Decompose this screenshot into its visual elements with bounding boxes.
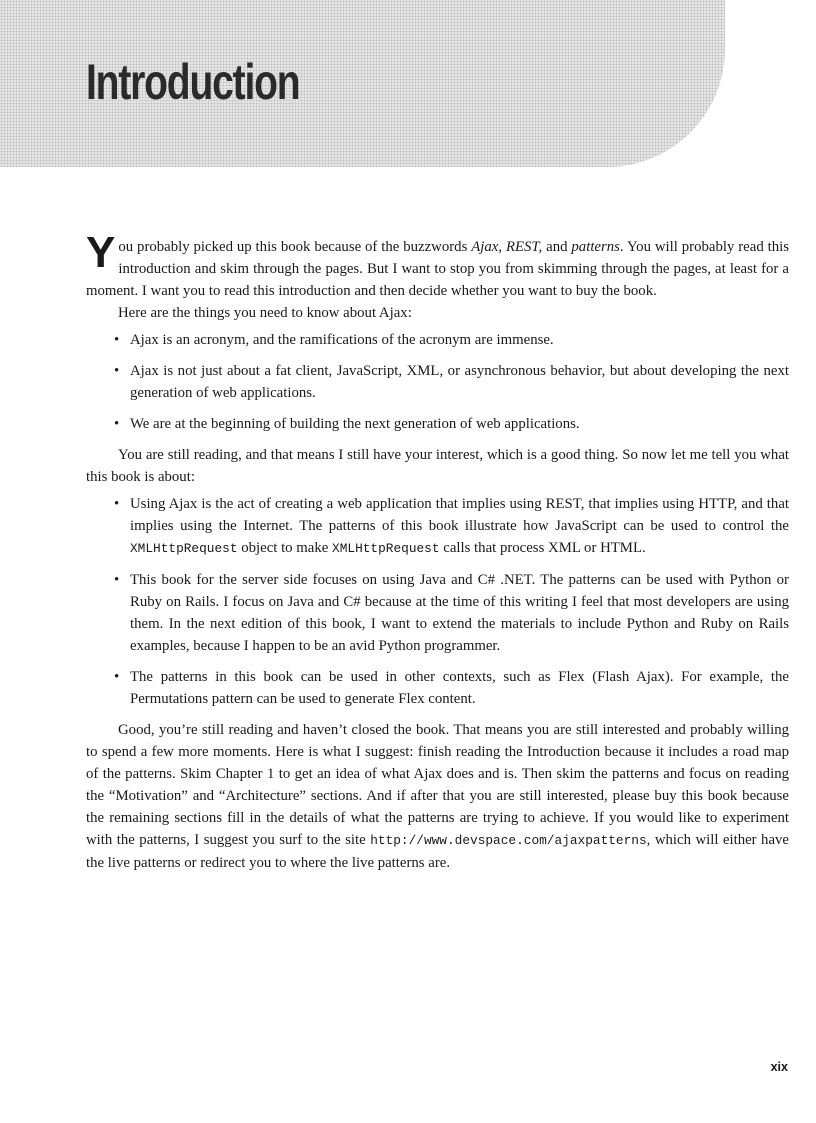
list-item	[86, 493, 789, 560]
site-url: http://www.devspace.com/ajaxpatterns	[370, 833, 647, 848]
emphasis-ajax: Ajax	[471, 239, 499, 255]
list-item-text: The patterns in this book can be used in other contexts, such as Flex (Flash Ajax). For example, the Permutations pattern can be used to generate Flex content.	[130, 669, 789, 707]
list-item-text: Ajax is an acronym, and the ramifications of the acronym are immense.	[130, 332, 554, 348]
paragraph-things-to-know: Here are the things you need to know about Ajax:	[118, 305, 412, 321]
code-xmlhttprequest: XMLHttpRequest	[332, 541, 440, 556]
text-run: , which will either have the live patterns or redirect you to where the live patterns are.	[86, 832, 789, 871]
text-run: ,	[498, 239, 506, 255]
text-run: . You will probably read this introduction and skim through the pages. But I want to stop you from skimming through the pages, at least for a moment. I want you to read this introduction and then decide whether you want to buy the book.	[86, 239, 789, 299]
paragraph-still-reading: You are still reading, and that means I still have your interest, which is a good thing. So now let me tell you what this book is about:	[86, 447, 789, 485]
code-xmlhttprequest: XMLHttpRequest	[130, 541, 238, 556]
bullet-icon: •	[114, 416, 120, 432]
page-number: xix	[770, 1060, 788, 1074]
text-run: Good, you’re still reading and haven’t closed the book. That means you are still interested and probably willing to spend a few more moments. Here is what I suggest: finish reading the Introduction because it includes a road map of the patterns. Skim Chapter 1 to get an idea of what Ajax does and is. Then skim the patterns and focus on reading the “Motivation” and “Architecture” sections. And if after that you are still interested, please buy this book because the remaining sections fill in the details of what the patterns are trying to achieve. If you would like to experiment with the patterns, I suggest you surf to the site	[86, 722, 789, 848]
paragraph-suggestion	[86, 719, 789, 874]
bullet-icon: •	[114, 332, 120, 348]
list-item-text: We are at the beginning of building the next generation of web applications.	[130, 416, 580, 432]
list-item-text: Ajax is not just about a fat client, JavaScript, XML, or asynchronous behavior, but about developing the next generation of web applications.	[130, 363, 789, 401]
list-item-text: Using Ajax is the act of creating a web application that implies using REST, that implies using HTTP, and that implies using the Internet. The patterns of this book illustrate how JavaScript can be used to control the	[130, 496, 789, 534]
drop-cap: Y	[86, 228, 116, 277]
list-item-text: This book for the server side focuses on using Java and C# .NET. The patterns can be used with Python or Ruby on Rails. I focus on Java and C# because at the time of this writing I feel that most developers are using them. In the next edition of this book, I want to extend the materials to include Python and Ruby on Rails examples, because I happen to be an avid Python programmer.	[130, 572, 789, 654]
intro-paragraph	[86, 228, 789, 302]
list-item	[86, 413, 789, 435]
list-item	[86, 360, 789, 404]
bullet-icon: •	[114, 669, 120, 685]
list-item-text: object to make	[237, 540, 333, 556]
list-item	[86, 329, 789, 351]
text-run: ou probably picked up this book because of the buzzwords	[118, 239, 472, 255]
ajax-facts-list	[86, 329, 789, 435]
bullet-icon: •	[114, 363, 120, 379]
text-run: and	[542, 239, 572, 255]
list-item-text: calls that process XML or HTML.	[439, 540, 646, 556]
list-item	[86, 569, 789, 657]
bullet-icon: •	[114, 572, 120, 588]
book-about-list	[86, 493, 789, 710]
page-body	[86, 228, 789, 874]
chapter-title: Introduction	[86, 54, 300, 110]
emphasis-patterns: patterns	[571, 239, 620, 255]
list-item	[86, 666, 789, 710]
bullet-icon: •	[114, 496, 120, 512]
emphasis-rest: REST,	[505, 239, 543, 255]
